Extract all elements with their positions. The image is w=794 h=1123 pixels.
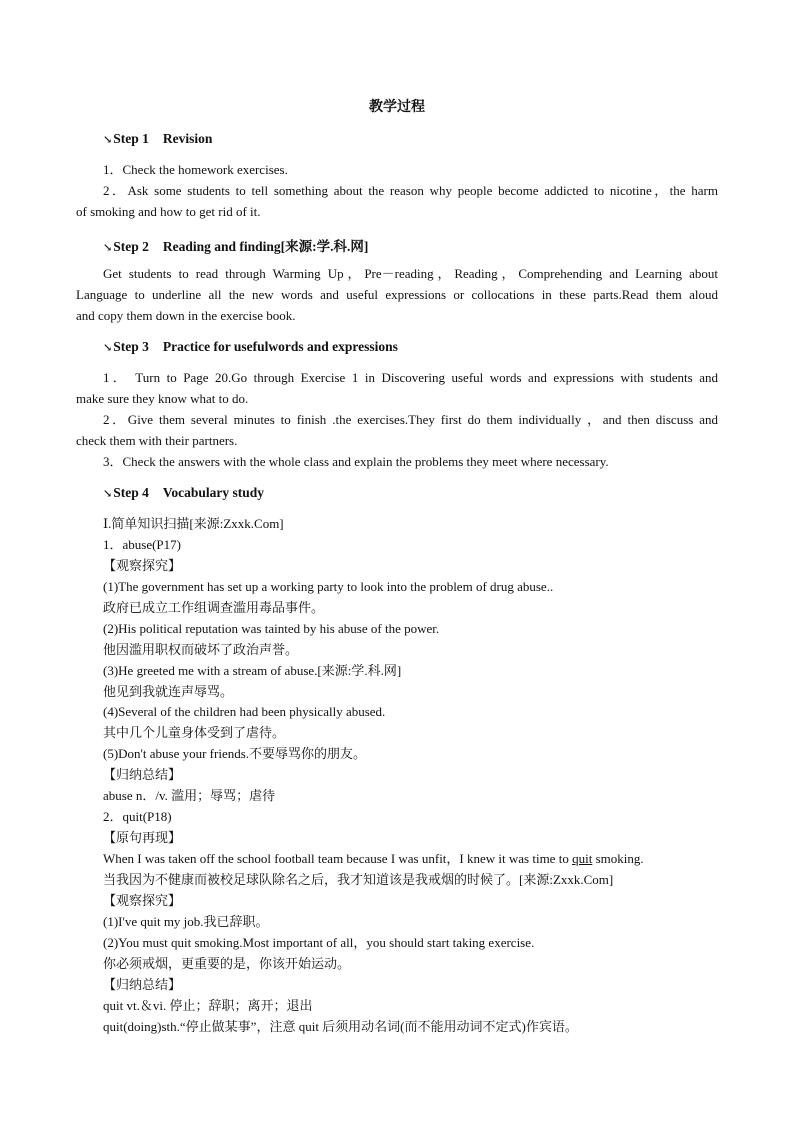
vocab-line: abuse n．/v. 滥用；辱骂；虐待	[103, 788, 276, 803]
step-arrow-icon: ↘	[103, 488, 113, 500]
vocab-line: (2)His political reputation was tainted by his abuse of the power.	[103, 621, 440, 636]
vocab-line: 【归纳总结】	[103, 767, 182, 782]
step-1-line-1: 1．Check the homework exercises.	[103, 162, 288, 177]
step-arrow-icon: ↘	[103, 342, 113, 354]
vocab-line: 他因滥用职权而破坏了政治声誉。	[103, 642, 299, 657]
step-arrow-icon: ↘	[103, 134, 113, 146]
vocab-line: quit vt.＆vi. 停止；辞职；离开；退出	[103, 998, 313, 1013]
vocab-line: (1)I've quit my job.我已辞职。	[103, 914, 269, 929]
vocab-line: 当我因为不健康而被校足球队除名之后，我才知道该是我戒烟的时候了。[来源:Zxxk.Com]	[103, 872, 614, 887]
vocab-line: (1)The government has set up a working party to look into the problem of drug abuse..	[103, 579, 554, 594]
step-1-heading: ↘Step 1 Revision	[103, 131, 213, 146]
underlined-quit: quit	[572, 851, 593, 866]
step-2-heading: ↘Step 2 Reading and finding[来源:学.科.网]	[103, 239, 369, 254]
step-3-line-1b: make sure they know what to do.	[76, 391, 249, 406]
vocab-line: (3)He greeted me with a stream of abuse.[来源:学.科.网]	[103, 663, 402, 678]
vocab-line: 1．abuse(P17)	[103, 537, 181, 552]
step-3-line-2b: check them with their partners.	[76, 433, 238, 448]
step-3-heading: ↘Step 3 Practice for usefulwords and expressions	[103, 339, 398, 354]
vocab-line: Ⅰ.简单知识扫描[来源:Zxxk.Com]	[103, 516, 284, 531]
step-4-heading: ↘Step 4 Vocabulary study	[103, 485, 265, 500]
step-3-line-2a: 2．Give them several minutes to finish .the exercises.They first do them individually ，and then discuss and	[103, 412, 718, 427]
vocab-line: 政府已成立工作组调查滥用毒品事件。	[103, 600, 325, 615]
vocab-line: (4)Several of the children had been physically abused.	[103, 704, 386, 719]
step-1-line-2a: 2．Ask some students to tell something about the reason why people become addicted to nicotine，the harm	[103, 183, 718, 198]
step-arrow-icon: ↘	[103, 242, 113, 254]
vocab-line: 他见到我就连声辱骂。	[103, 684, 234, 699]
step-2-line-1: Get students to read through Warming Up，Pre－reading，Reading，Comprehending and Learning about	[103, 266, 718, 281]
vocab-line: (5)Don't abuse your friends.不要辱骂你的朋友。	[103, 746, 367, 761]
vocab-line: 你必须戒烟，更重要的是，你该开始运动。	[103, 956, 351, 971]
vocab-line: 【观察探究】	[103, 893, 182, 908]
vocab-line: 【观察探究】	[103, 558, 182, 573]
vocab-line: (2)You must quit smoking.Most important of all，you should start taking exercise.	[103, 935, 535, 950]
vocab-line: 【原句再现】	[103, 830, 182, 845]
vocab-line: 2．quit(P18)	[103, 809, 172, 824]
original-sentence: When I was taken off the school football team because I was unfit，I knew it was time to quit smoking.	[103, 851, 644, 866]
step-1-line-2b: of smoking and how to get rid of it.	[76, 204, 261, 219]
vocab-line: 【归纳总结】	[103, 977, 182, 992]
step-3-line-3: 3．Check the answers with the whole class and explain the problems they meet where necessary.	[103, 454, 609, 469]
page-title: 教学过程	[369, 100, 425, 115]
step-2-line-3: and copy them down in the exercise book.	[76, 308, 296, 323]
vocab-line: quit(doing)sth.“停止做某事”，注意 quit 后须用动名词(而不能用动词不定式)作宾语。	[103, 1019, 578, 1034]
vocab-line: 其中几个儿童身体受到了虐待。	[103, 725, 286, 740]
step-2-line-2: Language to underline all the new words and useful expressions or collocations in these parts.Read them aloud	[76, 287, 718, 302]
step-3-line-1a: 1． Turn to Page 20.Go through Exercise 1 in Discovering useful words and expressions with students and	[103, 370, 718, 385]
